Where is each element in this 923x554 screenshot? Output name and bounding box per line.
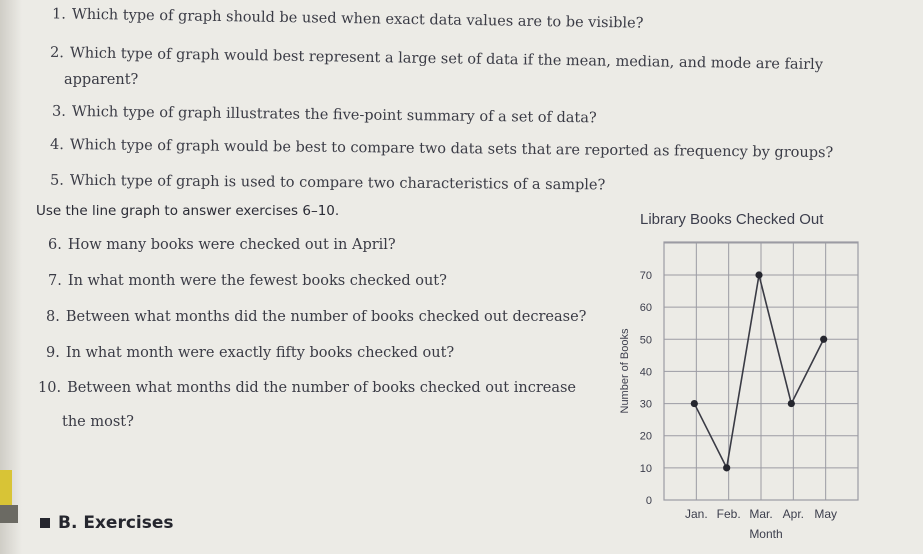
question-number: 6. <box>48 237 62 253</box>
question-text: Which type of graph would be best to compare two data sets that are reported as frequency by groups? <box>69 137 834 162</box>
data-point <box>755 271 762 278</box>
question-text: Which type of graph should be used when exact data values are to be visible? <box>71 6 644 32</box>
question-text: Which type of graph would best represent a large set of data if the mean, median, and mode are fairly <box>69 45 824 74</box>
question-number: 5. <box>49 172 64 189</box>
question-number: 3. <box>51 103 66 120</box>
x-tick-label: Mar. <box>749 507 773 521</box>
question-text-cont: the most? <box>62 414 134 430</box>
question-number: 1. <box>51 6 67 23</box>
y-tick-label: 20 <box>639 430 652 443</box>
question-text: Between what months did the number of books checked out decrease? <box>65 309 587 325</box>
section-heading-text: B. Exercises <box>58 513 174 533</box>
question-text: Between what months did the number of books checked out increase <box>67 380 576 396</box>
question-text: In what month were exactly fifty books checked out? <box>65 345 455 361</box>
question-number: 8. <box>46 309 60 325</box>
data-point <box>723 464 730 471</box>
data-point <box>788 400 795 407</box>
question-number: 7. <box>48 273 62 289</box>
x-tick-label: May <box>814 507 838 521</box>
question-number: 10. <box>38 380 62 396</box>
y-tick-label: 10 <box>639 462 652 475</box>
x-tick-label: Jan. <box>684 507 708 521</box>
question-text: How many books were checked out in April? <box>67 237 396 253</box>
y-tick-label: 30 <box>639 398 652 411</box>
question-number: 4. <box>49 136 64 154</box>
chart-title: Library Books Checked Out <box>640 211 824 228</box>
y-axis-label: Number of Books <box>619 328 631 414</box>
y-tick-label: 50 <box>639 334 652 347</box>
question-text-cont: apparent? <box>64 72 139 88</box>
instruction: Use the line graph to answer exercises 6–10. <box>36 203 340 219</box>
x-tick-label: Apr. <box>782 507 805 521</box>
x-axis-label: Month <box>749 527 783 541</box>
question-text: Which type of graph is used to compare two characteristics of a sample? <box>69 172 606 194</box>
y-tick-label: 70 <box>639 270 652 282</box>
question-text: In what month were the fewest books checked out? <box>67 273 447 289</box>
y-tick-label: 0 <box>645 495 652 507</box>
question-number: 9. <box>46 345 60 361</box>
data-point <box>820 336 827 343</box>
y-tick-label: 60 <box>639 302 652 315</box>
data-point <box>691 400 698 407</box>
question-text: Which type of graph illustrates the five-point summary of a set of data? <box>71 103 597 127</box>
y-tick-label: 40 <box>639 366 652 379</box>
question-number: 2. <box>49 44 65 62</box>
x-tick-label: Feb. <box>716 507 741 521</box>
